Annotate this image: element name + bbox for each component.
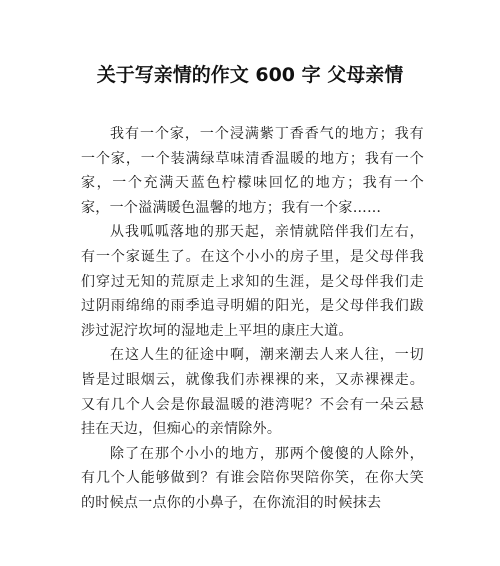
paragraph-3: 在这人生的征途中啊，潮来潮去人来人往，一切皆是过眼烟云，就像我们赤裸裸的来，又赤裸裸走。又有几个人会是你最温暖的港湾呢？不会有一朵云悬挂在天边，但痴心的亲情除外。 [81, 347, 424, 438]
document-title: 关于写亲情的作文 600 字 父母亲情 [96, 64, 404, 86]
paragraph-4: 除了在那个小小的地方，那两个傻傻的人除外，有几个人能够做到？有谁会陪你哭陪你笑，在你大笑的时候点一点你的小鼻子，在你流泪的时候抹去 [81, 445, 424, 511]
document-body [81, 122, 424, 516]
paragraph-2: 从我呱呱落地的那天起，亲情就陪伴我们左右，有一个家诞生了。在这个小小的房子里，是父母伴我们穿过无知的荒原走上求知的生涯，是父母伴我们走过阴雨绵绵的雨季追寻明媚的阳光，是父母伴我们跋涉过泥泞坎坷的湿地走上平坦的康庄大道。 [81, 224, 424, 339]
paragraph-1: 我有一个家，一个浸满紫丁香香气的地方；我有一个家，一个装满绿草味清香温暖的地方；我有一个家，一个充满天蓝色柠檬味回忆的地方；我有一个家，一个溢满暖色温馨的地方；我有一个家…… [81, 126, 424, 216]
